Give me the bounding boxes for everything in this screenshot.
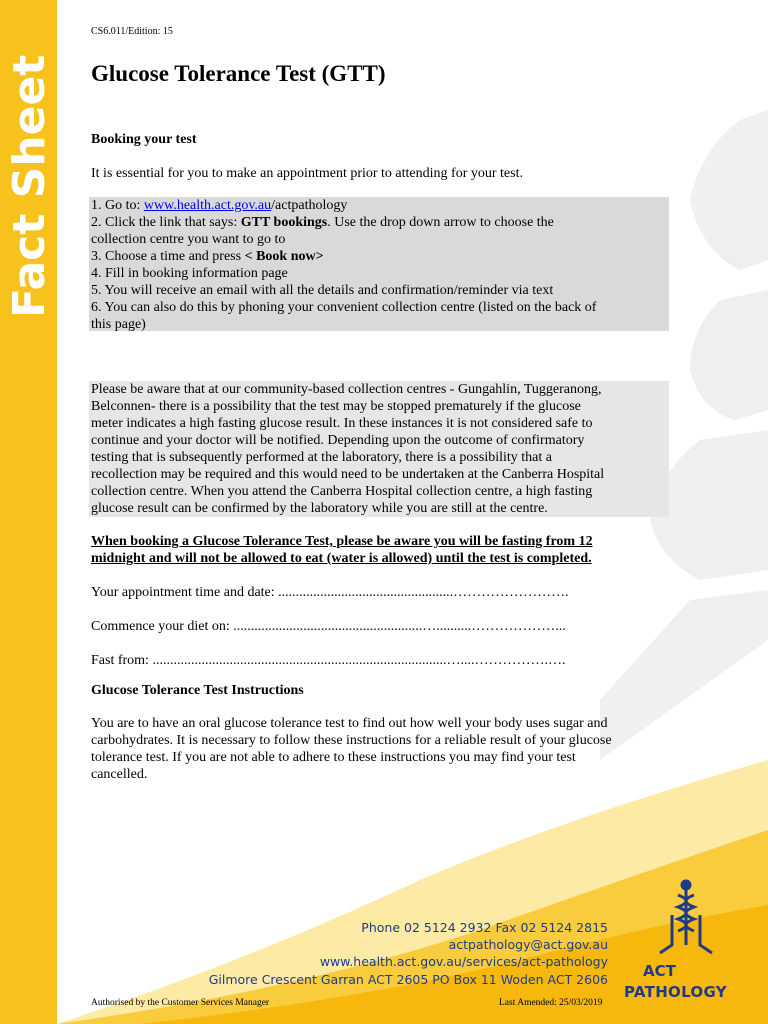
booking-heading: Booking your test (91, 132, 197, 147)
footer-last-amended: Last Amended: 25/03/2019 (499, 998, 603, 1008)
page-title: Glucose Tolerance Test (GTT) (91, 61, 386, 86)
step-5: 5. You will receive an email with all the details and confirmation/reminder via text (91, 283, 554, 298)
community-centre-notice (89, 381, 669, 517)
notice-line: collection centre. When you attend the Canberra Hospital collection centre, a high fasting (91, 484, 593, 499)
fasting-warning: When booking a Glucose Tolerance Test, please be aware you will be fasting from 12 midnight and will not be allowed to eat (water is allowed) until the test is completed. (91, 534, 593, 566)
contact-website[interactable]: www.health.act.gov.au/services/act-pathology (319, 954, 608, 969)
fast-from-field: Fast from: ....................................................................................…....…………….…. (91, 653, 566, 668)
contact-phone-fax: Phone 02 5124 2932 Fax 02 5124 2815 (361, 920, 608, 935)
appointment-field: Your appointment time and date: ..................................................……………………. (91, 585, 569, 600)
step-2-cont: collection centre you want to go to (91, 232, 286, 247)
health-website-link[interactable]: www.health.act.gov.au (143, 198, 272, 213)
step-4: 4. Fill in booking information page (91, 266, 288, 281)
edition-label: CS6.011/Edition: 15 (91, 26, 173, 37)
booking-steps (89, 197, 669, 331)
notice-line: Please be aware that at our community-based collection centres - Gungahlin, Tuggeranong, (91, 382, 602, 397)
notice-line: continue and your doctor will be notified. Depending upon the outcome of confirmatory (91, 433, 585, 448)
logo-text-act: ACT (643, 962, 676, 980)
booking-intro: It is essential for you to make an appointment prior to attending for your test. (91, 166, 523, 181)
notice-line: recollection may be required and this would need to be undertaken at the Canberra Hospital (91, 467, 605, 482)
step-2: 2. Click the link that says: GTT bookings. Use the drop down arrow to choose the (91, 215, 554, 230)
notice-line: glucose result can be confirmed by the laboratory while you are still at the centre. (91, 501, 548, 516)
notice-line: testing that is subsequently performed at the laboratory, there is a possibility that a (91, 450, 552, 465)
instructions-text: You are to have an oral glucose tolerance test to find out how well your body uses sugar and carbohydrates. It is necessary to follow these instructions for a reliable result of your glucose tolerance test. If you are not able to adhere to these instructions you may find your test cancelled. (91, 716, 612, 782)
svg-text:Fact Sheet: Fact Sheet (4, 54, 55, 318)
fact-sheet-label (0, 0, 57, 330)
logo-text-pathology: PATHOLOGY (624, 983, 727, 1001)
step-1: 1. Go to: www.health.act.gov.au/actpathology (91, 198, 348, 213)
notice-line: meter indicates a high fasting glucose result. In these instances it is not considered safe to (91, 416, 593, 431)
contact-email[interactable]: actpathology@act.gov.au (448, 937, 608, 952)
step-6: 6. You can also do this by phoning your convenient collection centre (listed on the back of (91, 300, 597, 315)
notice-line: Belconnen- there is a possibility that the test may be stopped prematurely if the glucose (91, 399, 581, 414)
step-6-cont: this page) (91, 317, 146, 332)
step-3: 3. Choose a time and press < Book now> (91, 249, 324, 264)
footer-authorised: Authorised by the Customer Services Manager (91, 998, 270, 1008)
instructions-heading: Glucose Tolerance Test Instructions (91, 683, 304, 698)
contact-address: Gilmore Crescent Garran ACT 2605 PO Box 11 Woden ACT 2606 (208, 972, 608, 987)
diet-start-field: Commence your diet on: ......................................................…..........………………... (91, 619, 566, 634)
